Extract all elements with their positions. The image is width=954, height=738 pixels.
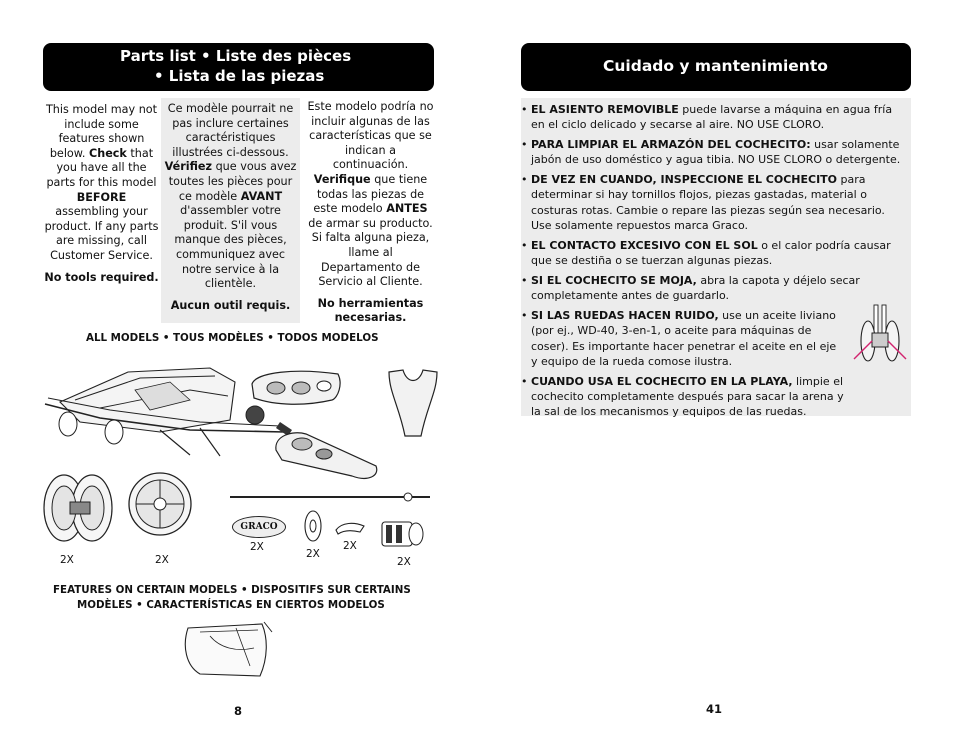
child-tray-illustration bbox=[385, 366, 440, 438]
intro-french-column bbox=[161, 98, 300, 323]
features-heading-line2: MODÈLES • CARACTERÍSTICAS EN CIERTOS MODELOS bbox=[77, 599, 385, 611]
care-item-inspection: • DE VEZ EN CUANDO, INSPECCIONE EL COCHECITO para determinar si hay tornillos flojos, piezas gastadas, material o costuras rotas. Cambie o repare las piezas según sea necesario. Use solamente repuestos marca Graco. bbox=[521, 173, 885, 233]
quantity-label: 2X bbox=[343, 540, 357, 552]
intro-english-text: This model may not include some features shown below. Check that you have all the parts for this model BEFORE assembling your product. If any parts are missing, call Customer Service. bbox=[44, 103, 159, 262]
intro-french-text: Ce modèle pourrait ne pas inclure certaines caractéristiques illustrées ci-dessous. Vérifiez que vous avez toutes les pièces pour ce modèle AVANT d'assembler votre produit. S'il vous manque des pièces, communiquez avec notre service à la clientèle. bbox=[164, 102, 297, 291]
care-item-frame-cleaning: • PARA LIMPIAR EL ARMAZÓN DEL COCHECITO: usar solamente jabón de uso doméstico y agua tibia. NO USE CLORO o detergente. bbox=[521, 138, 901, 167]
quantity-label: 2X bbox=[60, 554, 74, 566]
graco-badge: GRACO bbox=[232, 516, 286, 538]
no-herramientas-note: No herramientas necesarias. bbox=[317, 296, 424, 325]
care-item-removable-seat: • EL ASIENTO REMOVIBLE puede lavarse a máquina en agua fría en el ciclo delicado y secarse al aire. NO USE CLORO. bbox=[521, 103, 893, 132]
quantity-label: 2X bbox=[397, 556, 411, 568]
washer-illustration bbox=[303, 508, 323, 544]
all-models-heading: ALL MODELS • TOUS MODÈLES • TODOS MODELOS bbox=[86, 332, 379, 344]
parts-list-banner bbox=[43, 43, 434, 91]
parts-list-title-line1: Parts list • Liste des pièces bbox=[120, 47, 352, 65]
wheel-hub-illustration bbox=[378, 516, 426, 552]
snack-tray-illustration bbox=[272, 426, 382, 482]
care-maintenance-banner bbox=[521, 43, 911, 91]
care-instructions-list bbox=[521, 98, 911, 420]
aucun-outil-note: Aucun outil requis. bbox=[170, 298, 291, 312]
care-maintenance-title: Cuidado y mantenimiento bbox=[603, 57, 828, 75]
features-heading-line1: FEATURES ON CERTAIN MODELS • DISPOSITIFS SUR CERTAINS bbox=[53, 584, 411, 596]
page-number-right: 41 bbox=[706, 702, 723, 716]
clip-illustration bbox=[334, 518, 368, 536]
parts-list-title-line2: • Lista de las piezas bbox=[154, 67, 325, 85]
care-item-wet-stroller: • SI EL COCHECITO SE MOJA, abra la capota y déjelo secar completamente antes de guardarlo. bbox=[521, 273, 860, 303]
parent-tray-illustration bbox=[246, 366, 346, 410]
large-wheel-illustration bbox=[127, 471, 193, 537]
care-item-sun-exposure: • EL CONTACTO EXCESIVO CON EL SOL o el calor podría causar que se destiña o se tuerzan algunas piezas. bbox=[521, 238, 891, 268]
care-item-beach-use: • CUANDO USA EL COCHECITO EN LA PLAYA, limpie el cochecito completamente después para sacar la arena y la sal de los mecanismos y equipos de las ruedas. bbox=[521, 374, 844, 419]
wheel-oiling-illustration bbox=[852, 303, 908, 367]
page-number-left: 8 bbox=[234, 704, 243, 718]
quantity-label: 2X bbox=[306, 548, 320, 560]
small-wheel-illustration bbox=[42, 472, 114, 544]
intro-english-column bbox=[44, 103, 159, 285]
axle-rod-illustration bbox=[226, 490, 434, 504]
quantity-label: 2X bbox=[250, 541, 264, 553]
care-item-noisy-wheels: • SI LAS RUEDAS HACEN RUIDO, use un aceite liviano (por ej., WD-40, 3-en-1, o aceite para máquinas de coser). Es importante hacer penetrar el aceite en el eje y equipo de la rueda comose ilustra. bbox=[521, 308, 837, 369]
canopy-illustration bbox=[180, 618, 276, 680]
care-instructions-panel bbox=[521, 98, 911, 419]
intro-spanish-text: Este modelo podría no incluir algunas de las características que se indican a continuación. Verifique que tiene todas las piezas de este modelo ANTES de armar su producto. Si falta alguna pieza, llame al Departamento de Servicio al Cliente. bbox=[307, 100, 434, 289]
no-tools-note: No tools required. bbox=[44, 270, 159, 284]
intro-spanish-column bbox=[307, 98, 434, 326]
quantity-label: 2X bbox=[155, 554, 169, 566]
